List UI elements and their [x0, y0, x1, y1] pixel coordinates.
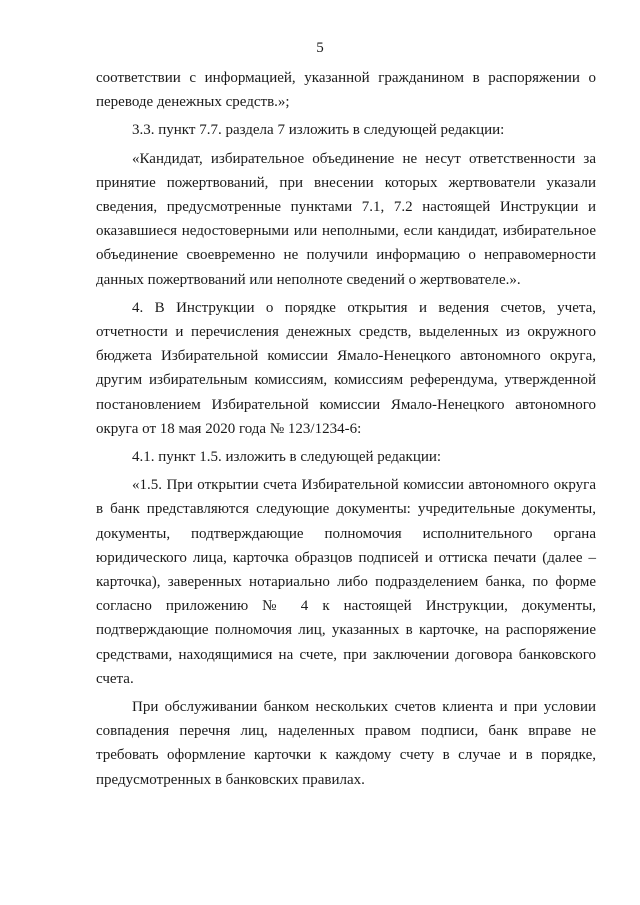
- document-body: [96, 66, 596, 792]
- paragraph-item-4-1: 4.1. пункт 1.5. изложить в следующей редакции:: [132, 449, 442, 466]
- paragraph-quote-1-5: «1.5. При открытии счета Избирательной комиссии автономного округа в банк представляются следующие документы: учредительные документы, документы, подтверждающие полномочия исполнительного органа юридического лица, карточка образцов подписей и оттиска печати (далее – карточка), заверенных нотариально либо подразделением банка, по форме согласно приложению № 4 к настоящей Инструкции, документы, подтверждающие полномочия лиц, указанных в карточке, на распоряжение средствами, находящимися на счете, при заключении договора банковского счета.: [96, 477, 596, 687]
- paragraph-continuation: соответствии с информацией, указанной гражданином в распоряжении о переводе денежных средств.»;: [96, 70, 596, 111]
- paragraph-bank-accounts: При обслуживании банком нескольких счетов клиента и при условии совпадения перечня лиц, наделенных правом подписи, банк вправе не требовать оформление карточки к каждому счету в случае и в порядке, предусмотренных в банковских правилах.: [96, 699, 596, 788]
- paragraph-quote-7-7: «Кандидат, избирательное объединение не несут ответственности за принятие пожертвований, при внесении которых жертвователи указали сведения, предусмотренные пунктами 7.1, 7.2 настоящей Инструкции и оказавшиеся недостоверными или неполными, если кандидат, избирательное объединение своевременно не получили информацию о неправомерности данных пожертвований или неполноте сведений о жертвователе.».: [96, 150, 596, 288]
- paragraph-item-3-3: 3.3. пункт 7.7. раздела 7 изложить в следующей редакции:: [132, 122, 505, 139]
- page-number: 5: [316, 40, 324, 56]
- paragraph-item-4: 4. В Инструкции о порядке открытия и ведения счетов, учета, отчетности и перечисления денежных средств, выделенных из окружного бюджета Избирательной комиссии Ямало-Ненецкого автономного округа, другим избирательным комиссиям, комиссиям референдума, утвержденной постановлением Избирательной комиссии Ямало-Ненецкого автономного округа от 18 мая 2020 года № 123/1234-6:: [96, 299, 596, 437]
